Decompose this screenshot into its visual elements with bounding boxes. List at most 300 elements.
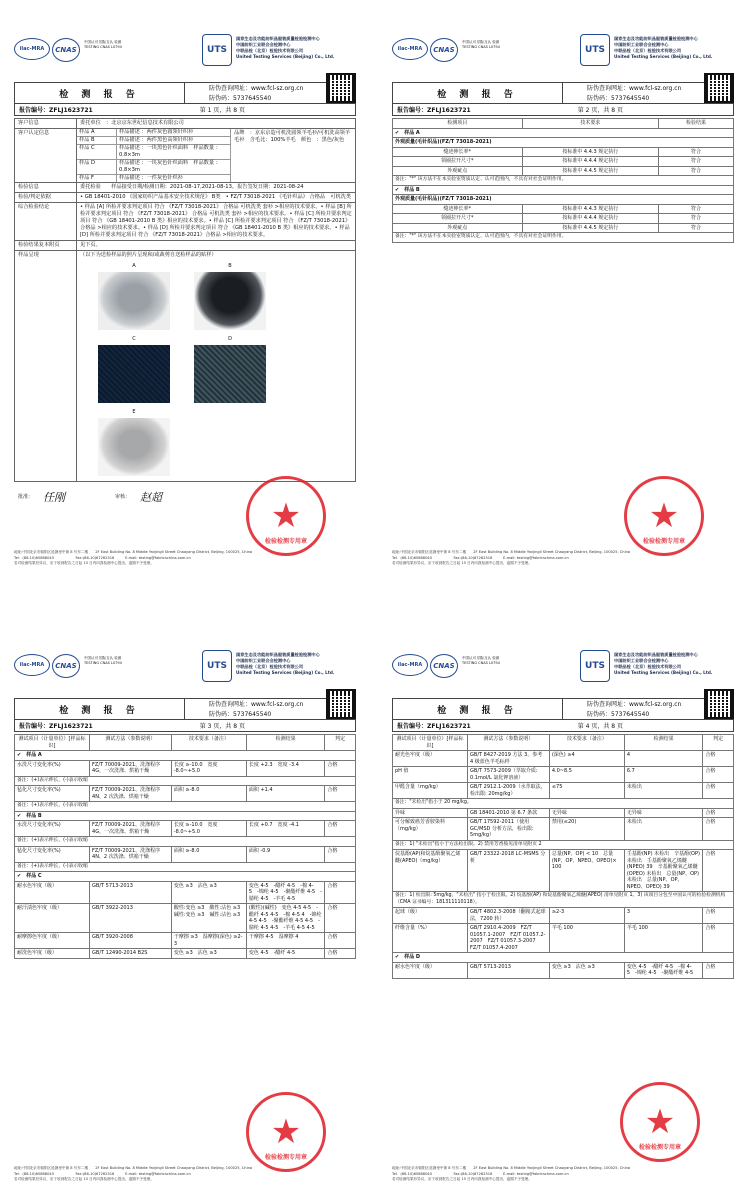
report-footer [14,1166,356,1183]
cnas-text: 中国认可 国际互认 检测 TESTING CNAS L0794 [84,656,122,665]
photo-note: （以下为送检样品的照片呈现和/或裁剪自送检样品的贴样） [80,252,217,258]
table-row [393,166,734,176]
cell: GB/T 5713-2013 [90,881,172,904]
col-header: 技术要求（备注） [549,735,624,751]
report-header [14,82,356,104]
report-footer [392,1166,734,1183]
cnas-logo: CNAS [430,654,458,678]
sample-id: 样品 B [77,137,117,144]
inst-name-en: United Testing Services (Beijing) Co., Ltd. [236,670,335,675]
section-row [15,872,356,882]
report-header [392,82,734,104]
table-row [393,157,734,167]
note-row [15,862,356,872]
cell: FZ/T 70009-2021、洗涤程序 4G，一次洗涤、烘箱干燥 [90,821,172,837]
footer-note: 若对检测结果有异议，应于收到报告之日起 15 日内向我检测中心提出，逾期不予受理。 [14,1177,154,1181]
info-row [14,118,356,129]
table-row [393,850,734,892]
cell: GB/T 17592-2011（使用 GC/MSD 分析方法，检出限: 5mg/kg） [468,818,550,841]
cnas-logo: CNAS [430,38,458,62]
report-number: 报告编号：ZFLJ1623721 [397,107,471,114]
page-count: 第 1 页，共 8 页 [199,107,245,114]
institution-names [236,652,358,676]
official-seal [620,1082,700,1162]
cell: 合格 [325,949,356,959]
official-seal [624,476,704,556]
table-row [393,783,734,799]
table-row [15,821,356,837]
cell: (深色) ≥4 [549,751,624,767]
cell: 合格 [703,818,734,841]
cell: 长度 +2.3 宽度 -3.4 [246,760,324,776]
group-row [393,195,734,205]
cell: 面积 +1.4 [246,786,324,802]
col-header: 检验结果 [658,119,733,129]
cell: 合格 [703,783,734,799]
table-row [393,924,734,953]
table-row [15,846,356,862]
table-row [393,204,734,214]
cell: 按标准中 4.4.4 规定执行 [522,214,658,224]
institution-names [236,36,358,60]
note-row [393,233,734,243]
photo-d [194,336,266,403]
cell: 耐摩擦色牢度（级） [15,933,90,949]
cell: 长度 ≥-10.0 宽度 -8.0~+5.0 [171,821,246,837]
sample-photos [80,259,352,480]
report-header [392,698,734,720]
cell: 6.7 [624,767,702,783]
sample-item [77,145,230,160]
cell: 符合 [658,166,733,176]
sample-id: 样品 D [77,160,117,174]
cell: 缝迹伸长率* [393,204,523,214]
samples-row [14,129,356,183]
section-label: ✔ 样品 A [393,128,734,138]
cell: GB/T 3920-2008 [90,933,172,949]
note: 备注：(+)表示伸长，(-)表示收缩 [15,776,356,786]
note-row [15,802,356,812]
qr-code [326,73,356,103]
report-subheader [392,720,734,732]
cell: 毡化尺寸变化率(%) [15,846,90,862]
note-row [393,799,734,809]
results-table [392,118,734,243]
uts-logo: UTS [202,650,232,682]
note: 备注：(+)表示伸长，(-)表示收缩 [15,802,356,812]
page-count: 第 3 页，共 8 页 [199,723,245,730]
col-header: 判定 [703,735,734,751]
cell: 变色 4-5 -醋纤 4-5 -棉 4-5 -锦纶 4-5 -聚酯纤维 4-5 [624,962,702,978]
section-label: ✔ 样品 B [15,811,356,821]
note: 备注：1) "未检出"指小于方法检出限。2) 禁用芳香胺见清单见附页 2 [393,840,734,850]
row-key: 客户认定信息 [15,129,77,182]
sample-desc: 样品描述 ：两件黑色高领针织衫 [119,137,194,143]
report-body [14,734,356,959]
cell: 禁用(≤20) [549,818,624,841]
col-header: 检测结果 [624,735,702,751]
cell: GB/T 4802.3-2008（翻箱式起球法，7200 转） [468,908,550,924]
report-footer [392,550,734,567]
cnas-logo: CNAS [52,654,80,678]
black-turtleneck-image [194,272,266,330]
cell: 变色 ≥3 沾色 ≥3 [549,962,624,978]
cell: 长度 ≥-10.0 宽度 -8.0~+5.0 [171,760,246,776]
cell: 酸性:变色 ≥3 酸性:沾色 ≥3 碱性:变色 ≥3 碱性:沾色 ≥3 [171,904,246,933]
cell: 3 [624,908,702,924]
group-row [393,138,734,148]
photo-e [98,409,170,476]
table-row [393,808,734,818]
institution-names [614,36,736,60]
verify-code: 防伪码：5737645540 [209,711,272,718]
note: 备注："*" 该方法不在本实验室资质认定、认可范围内，不具有对社会证明作用。 [393,233,734,243]
table-row [393,214,734,224]
cell: 合格 [703,751,734,767]
verify-site: 防伪查询网址：www.fcl-sz.org.cn [587,85,682,92]
col-header: 判定 [325,735,356,751]
row-value: 委托单位 ：北京京东世纪信息技术有限公司 [80,120,184,126]
cell: 合格 [703,850,734,892]
cell: 合格 [703,808,734,818]
ilac-mra-logo: ilac-MRA [392,654,428,676]
inst-name-2: 中国纺织工业联合会检测中心 [236,42,291,47]
report-subheader [392,104,734,116]
section-label: ✔ 样品 D [393,953,734,963]
note: 备注：(+)表示伸长，(-)表示收缩 [15,862,356,872]
cell: 耐洗色牢度（级） [15,949,90,959]
cell: 按标准中 4.4.5 规定执行 [522,223,658,233]
cell: GB/T 5713-2013 [468,962,550,978]
col-header: 测试项目（计量单位）[样品标识] [393,735,468,751]
inst-name-en: United Testing Services (Beijing) Co., Ltd. [614,670,713,675]
cell: GB 18401-2010 第 6.7 条款 [468,808,550,818]
col-header: 检测结果 [246,735,324,751]
report-title: 检 测 报 告 [15,83,185,103]
sample-desc: 样品描述 ：一件灰色针织衫 [119,175,183,181]
inst-name-1: 国家生态及功能纺织品服装质量检验检测中心 [614,652,698,657]
verify-code: 防伪码：5737645540 [587,711,650,718]
section-row [393,953,734,963]
seal-star-icon: ★ [648,496,680,536]
cell: 领圈拉开尺寸* [393,214,523,224]
cell: 起球（级） [393,908,468,924]
cell: 合格 [703,962,734,978]
cell: 未检出 [624,783,702,799]
photo-b [194,263,266,330]
photo-label: C [132,336,136,342]
cell: 合格 [325,786,356,802]
photo-label: D [228,336,232,342]
report-number: 报告编号：ZFLJ1623721 [397,723,471,730]
sample-id: 样品 F [77,175,117,182]
cell: 水洗尺寸变化率(%) [15,821,90,837]
cell: 羊毛 100 [549,924,624,953]
cell: 总量(NP、OP) < 10 总量(NP、OP、NPEO、OPEO)× 100 [549,850,624,892]
logo-bar [14,34,356,74]
cell: 符合 [658,147,733,157]
cell: 合格 [703,924,734,953]
uts-logo: UTS [580,34,610,66]
col-header: 技术要求（备注） [171,735,246,751]
approve-label: 批准： [18,493,34,500]
note-row [393,840,734,850]
cell: GB/T 23322-2018 LC-MSMS 分析 [468,850,550,892]
sample-list [77,129,230,182]
uts-logo: UTS [202,34,232,66]
institution-names [614,652,736,676]
cell: 壬基酚(NP) 未检出 辛基酚(OP) 未检出 壬基酚聚氧乙烯醚(NPEO) 39 辛基酚聚氧乙烯醚(OPEO) 未检出 总量(NP、OP) 未检出 总量(NP、OP、NPEO、OPEO) 39 [624,850,702,892]
cell: GB/T 7573-2009（萃取介质: 0.1mol/L 氯化钾溶液） [468,767,550,783]
cell: 合格 [703,908,734,924]
cell: GB/T 12490-2014 B2S [90,949,172,959]
cell: 符合 [658,157,733,167]
verify-code: 防伪码：5737645540 [587,95,650,102]
cell: 按标准中 4.4.3 规定执行 [522,147,658,157]
cell: 4.0~8.5 [549,767,624,783]
ilac-mra-logo: ilac-MRA [14,38,50,60]
seal-star-icon: ★ [644,1102,676,1142]
cell: 无异味 [549,808,624,818]
info-row [14,203,356,241]
footer-contact: Tel：(86-10)65868043 Fax:(86-10)67262516 E-mail: testing@fabricschina.com.cn [392,1171,569,1176]
cell: 合格 [325,760,356,776]
cell: 耐汗渍色牢度（级） [15,904,90,933]
inst-name-2: 中国纺织工业联合会检测中心 [614,658,669,663]
grey-sweater-image [98,418,170,476]
cell: 纤维含量（%） [393,924,468,953]
report-subheader [14,104,356,116]
note-row [393,176,734,186]
row-value: • 样品 [A] 所检并要求判定项目 符合 《FZ/T 73018-2021》 合格品 可机洗类 套衫 >相应的技术要求。• 样品 [B] 所检并要求判定项目 符合 《FZ/T 73018-2021》 合格品 可机洗类 套衫 >相应的技术要求。• 样品 [C] 所检并要求判定项目 符合 《GB 18401-2010 B 类》相应的技术要求。• 样品 [C] 所检并要求判定项目 符合 《FZ/T 73018-2021》合格品 >相应的技术要求。• 样品 [D] 所检并要求判定项目 符合 《GB 18401-2010 B 类》相应的技术要求。• 样品 [D] 所检并要求判定项目 符合 《FZ/T 73018-2021》合格品 >相应的技术要求。 [80,204,352,238]
grey-sweater-image [98,272,170,330]
row-key: 检验结果复本附页 [15,241,77,250]
col-header: 技术要求 [522,119,658,129]
table-row [393,147,734,157]
section-label: ✔ 样品 B [393,185,734,195]
row-value: • GB 18401-2010 《国家纺织产品基本安全技术规范》 B类 • FZ/T 73018-2021 《毛针织品》 合格品 可机洗类 [80,194,352,200]
section-row [393,128,734,138]
inst-name-2: 中国纺织工业联合会检测中心 [614,42,669,47]
row-key: 客户信息 [15,119,77,128]
info-row [14,183,356,193]
inst-name-1: 国家生态及功能纺织品服装质量检验检测中心 [614,36,698,41]
table-row [393,908,734,924]
photo-label: A [132,263,136,269]
table-header [393,119,734,129]
page-count: 第 4 页，共 8 页 [577,723,623,730]
seal-text: 检验检测专用章 [264,1154,307,1161]
cell: 变色 ≥3 沾色 ≥3 [171,949,246,959]
group-label: 外观质量(毛针织品)(FZ/T 73018-2021) [393,195,734,205]
cell: 合格 [325,821,356,837]
row-key: 检验/判定依据 [15,193,77,202]
report-body [14,118,356,512]
footer-address: 地址:中国北京市朝阳区延静里中街 8 号东二楼 2F East Building No. 8 Middle Yanjingli Street Chaoyang District, Beijing, 100025, China [14,1166,253,1170]
report-body [392,118,734,243]
section-label: ✔ 样品 A [15,751,356,761]
cell: 耐光色牢度（级） [393,751,468,767]
cell: 变色 4-5 -醋纤 4-5 [246,949,324,959]
reviewer-signature: 赵超 [140,490,163,504]
uts-logo: UTS [580,650,610,682]
photo-label: E [132,409,136,415]
note: 备注：1) 检出限: 5mg/kg，"未检出" 指小于检出限。2) 烷基酚(AP) 和烷基酚聚氧乙烯醚(APEO) 清单见附页 1。3) 该项目分包至中国认可的检验检测机构（CMA 证书编号：181311110118）。 [393,892,734,908]
report-page-3 [10,642,360,1192]
seal-star-icon: ★ [270,496,302,536]
inst-name-3: 中联品检（北京）检验技术有限公司 [236,48,304,53]
inst-name-3: 中联品检（北京）检验技术有限公司 [614,48,682,53]
cell: 长度 +0.7 宽度 -4.1 [246,821,324,837]
footer-contact: Tel：(86-10)65868043 Fax:(86-10)67262516 E-mail: testing@fabricschina.com.cn [14,1171,191,1176]
row-value: 委托检验 样品接受日期/检测日期：2021-08-17,2021-08-13。报告签发日期：2021-08-24 [80,184,304,190]
footer-contact: Tel：(86-10)65868043 Fax:(86-10)67262516 E-mail: testing@fabricschina.com.cn [14,555,191,560]
qr-code [704,73,734,103]
col-header: 测试项目（计量单位）[样品标识] [15,735,90,751]
inst-name-en: United Testing Services (Beijing) Co., Ltd. [614,54,713,59]
table-row [15,949,356,959]
info-row [14,193,356,203]
info-row [14,241,356,251]
cell: ≥2-3 [549,908,624,924]
row-value: 见下页。 [80,242,101,248]
cell: 未检出 [624,818,702,841]
photo-a [98,263,170,330]
sample-id: 样品 A [77,129,117,136]
cell: FZ/T 70009-2021、洗涤程序 4G，一次洗涤、烘箱干燥 [90,760,172,776]
table-header [393,735,734,751]
logo-bar [14,650,356,690]
grey-fabric-image [194,345,266,403]
cell: 干摩擦 ≥3 湿摩擦(深色) ≥2-3 [171,933,246,949]
seal-star-icon: ★ [270,1112,302,1152]
verify-site: 防伪查询网址：www.fcl-sz.org.cn [209,701,304,708]
section-row [15,751,356,761]
note-row [15,837,356,847]
section-row [393,185,734,195]
cell: 面积 -0.9 [246,846,324,862]
report-page-4 [388,642,738,1192]
report-body [392,734,734,979]
photo-c [98,336,170,403]
cell: 干摩擦 4-5 湿摩擦 4 [246,933,324,949]
verify-code: 防伪码：5737645540 [209,95,272,102]
cell: 耐水色牢度（级） [15,881,90,904]
results-table [392,734,734,979]
note-row [15,776,356,786]
table-row [393,818,734,841]
report-number: 报告编号：ZFLJ1623721 [19,107,93,114]
review-label: 审核： [115,493,131,500]
cell: 无异味 [624,808,702,818]
row-key: 检验信息 [15,183,77,192]
cell: 甲醛含量（mg/kg） [393,783,468,799]
cell: 可分解致癌芳香胺染料（mg/kg） [393,818,468,841]
inst-name-1: 国家生态及功能纺织品服装质量检验检测中心 [236,652,320,657]
cell: 按标准中 4.4.4 规定执行 [522,157,658,167]
footer-note: 若对检测结果有异议，应于收到报告之日起 15 日内向我检测中心提出，逾期不予受理。 [14,561,154,565]
photo-area [77,251,355,481]
report-page-1 [10,26,360,576]
cell: ≤75 [549,783,624,799]
cell: 符合 [658,204,733,214]
ilac-mra-logo: ilac-MRA [392,38,428,60]
sample-desc: 样品描述 ：一块黑色针织面料 样品数量 ：0.8×3m [119,145,221,158]
note: 备注："*" 该方法不在本实验室资质认定、认可范围内，不具有对社会证明作用。 [393,176,734,186]
cell: 变色 4-5 -醋纤 4-5 -棉 4-5 -锦纶 4-5 -聚酯纤维 4-5 -腈纶 4-5 -羊毛 4-5 [246,881,324,904]
cell: 水洗尺寸变化率(%) [15,760,90,776]
inst-name-1: 国家生态及功能纺织品服装质量检验检测中心 [236,36,320,41]
inst-name-en: United Testing Services (Beijing) Co., Ltd. [236,54,335,59]
sample-item [77,175,230,182]
table-row [15,786,356,802]
report-title: 检 测 报 告 [393,699,563,719]
footer-address: 地址:中国北京市朝阳区延静里中街 8 号东二楼 2F East Building No. 8 Middle Yanjingli Street Chaoyang District, Beijing, 100025, China [14,550,253,554]
cell: 面积 ≥-8.0 [171,786,246,802]
cell: 面积 ≥-8.0 [171,846,246,862]
cell: GB/T 2912.1-2009（水萃取法，检出限: 20mg/kg） [468,783,550,799]
cell: 合格 [325,846,356,862]
note: 备注："未检出"指小于 20 mg/kg。 [393,799,734,809]
table-row [393,223,734,233]
logo-bar [392,34,734,74]
report-subheader [14,720,356,732]
table-row [15,881,356,904]
cnas-text: 中国认可 国际互认 检测 TESTING CNAS L0794 [462,40,500,49]
cell: 4 [624,751,702,767]
row-key: 综合检验结论 [15,203,77,240]
results-table [14,734,356,959]
seal-text: 检验检测专用章 [642,538,685,545]
cnas-text: 中国认可 国际互认 检测 TESTING CNAS L0794 [84,40,122,49]
report-number: 报告编号：ZFLJ1623721 [19,723,93,730]
cell: GB/T 8427-2019 方法 3、参考 4 级蓝色羊毛标样 [468,751,550,767]
row-key: 样品呈现 [15,251,77,481]
table-row [393,767,734,783]
cell: (酸性)(碱性) 变色 4-5 4-5 -醋纤 4-5 4-5 -棉 4-5 4 -锦纶 4-5 4-5 -聚酯纤维 4-5 4-5 -腈纶 4-5 4-5 -羊毛 4-5 4-5 [246,904,324,933]
sample-item [77,160,230,175]
group-label: 外观质量(毛针织品)(FZ/T 73018-2021) [393,138,734,148]
section-label: ✔ 样品 C [15,872,356,882]
cell: 耐水色牢度（级） [393,962,468,978]
cell: pH 值 [393,767,468,783]
cell: 缝迹伸长率* [393,147,523,157]
note-row [393,892,734,908]
official-seal [246,476,326,556]
sample-item [77,137,230,145]
col-header: 测试方法（参数说明） [90,735,172,751]
footer-contact: Tel：(86-10)65868043 Fax:(86-10)67262516 E-mail: testing@fabricschina.com.cn [392,555,569,560]
verify-site: 防伪查询网址：www.fcl-sz.org.cn [587,701,682,708]
verify-site: 防伪查询网址：www.fcl-sz.org.cn [209,85,304,92]
report-title: 检 测 报 告 [393,83,563,103]
footer-address: 地址:中国北京市朝阳区延静里中街 8 号东二楼 2F East Building No. 8 Middle Yanjingli Street Chaoyang District, Beijing, 100025, China [392,1166,631,1170]
cell: FZ/T 70009-2021、洗涤程序 4N、2 次洗涤、烘箱干燥 [90,846,172,862]
cell: 外观疵点 [393,223,523,233]
cell: FZ/T 70009-2021、洗涤程序 4N、2 次洗涤、烘箱干燥 [90,786,172,802]
sample-desc: 样品描述 ：两件灰色圆领针织衫 [119,129,194,135]
logo-bar [392,650,734,690]
cell: 合格 [325,881,356,904]
footer-note: 若对检测结果有异议，应于收到报告之日起 15 日内向我检测中心提出，逾期不予受理。 [392,1177,532,1181]
cell: 变色 ≥3 沾色 ≥3 [171,881,246,904]
qr-code [704,689,734,719]
col-header: 检测项目 [393,119,523,129]
report-title: 检 测 报 告 [15,699,185,719]
cell: 烷基酚(AP)和烷基酚聚氧乙烯醚(APEO)（mg/kg） [393,850,468,892]
table-row [393,751,734,767]
inst-name-3: 中联品检（北京）检验技术有限公司 [236,664,304,669]
